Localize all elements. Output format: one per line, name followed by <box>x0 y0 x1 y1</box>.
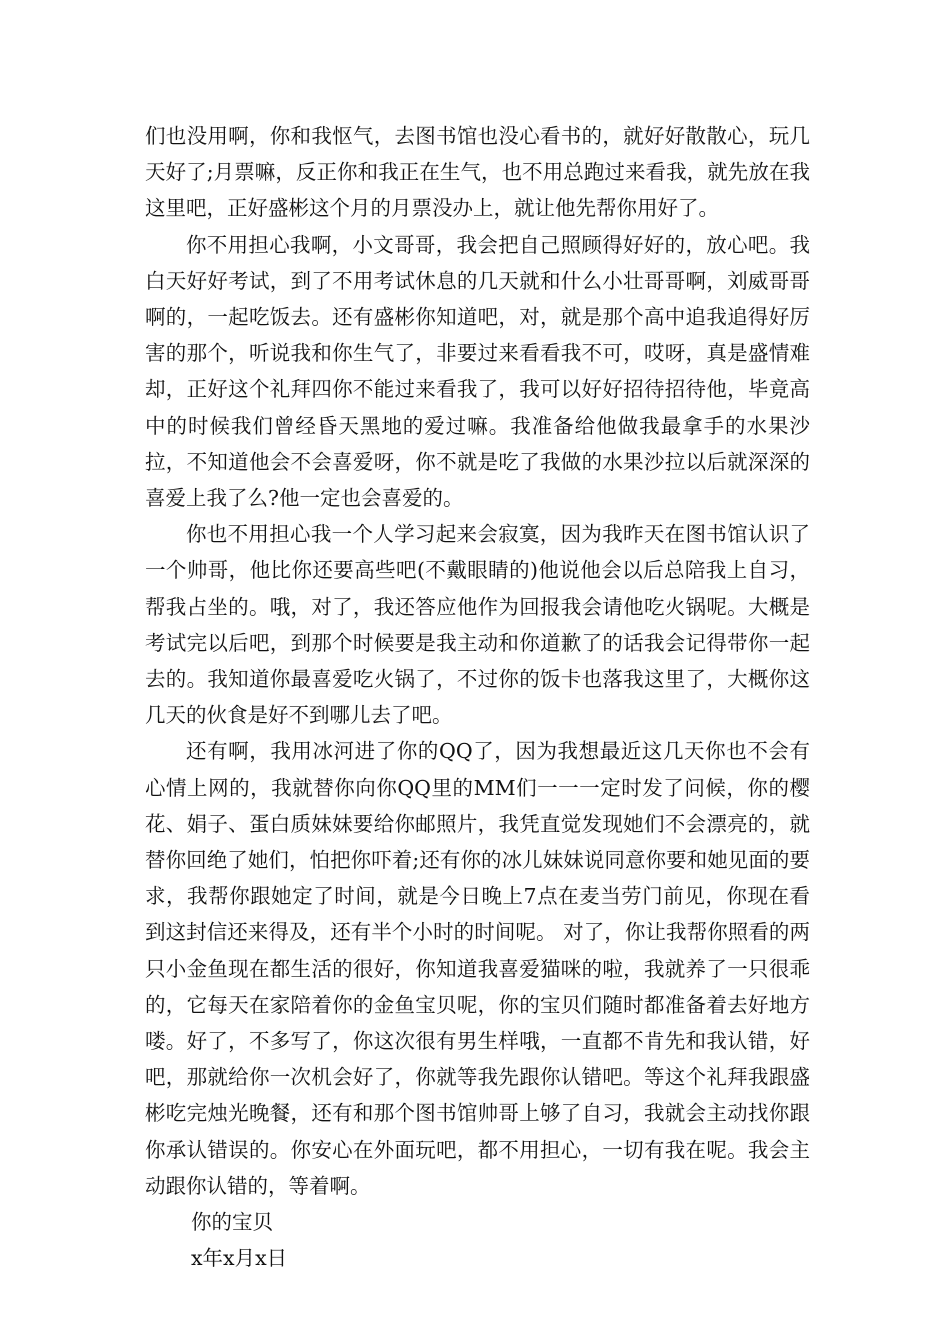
letter-paragraph-2: 你不用担心我啊，小文哥哥，我会把自己照顾得好好的，放心吧。我白天好好考试，到了不用考试休息的几天就和什么小壮哥哥啊，刘威哥哥啊的，一起吃饭去。还有盛彬你知道吧，对，就是那个高中追我追得好厉害的那个，听说我和你生气了，非要过来看看我不可，哎呀，真是盛情难却，正好这个礼拜四你不能过来看我了，我可以好好招待招待他，毕竟高中的时候我们曾经昏天黑地的爱过嘛。我准备给他做我最拿手的水果沙拉，不知道他会不会喜爱呀，你不就是吃了我做的水果沙拉以后就深深的喜爱上我了么?他一定也会喜爱的。 <box>145 232 810 511</box>
letter-paragraph-1: 们也没用啊，你和我怄气，去图书馆也没心看书的，就好好散散心，玩几天好了;月票嘛，反正你和我正在生气，也不用总跑过来看我，就先放在我这里吧，正好盛彬这个月的月票没办上，就让他先帮你用好了。 <box>145 124 810 221</box>
letter-paragraph-4: 还有啊，我用冰河进了你的QQ了，因为我想最近这几天你也不会有心情上网的，我就替你向你QQ里的MM们一一一定时发了问候，你的樱花、娟子、蛋白质妹妹要给你邮照片，我凭直觉发现她们不会漂亮的，就替你回绝了她们，怕把你吓着;还有你的冰儿妹妹说同意你要和她见面的要求，我帮你跟她定了时间，就是今日晚上7点在麦当劳门前见，你现在看到这封信还来得及，还有半个小时的时间呢。 对了，你让我帮你照看的两只小金鱼现在都生活的很好，你知道我喜爱猫咪的啦，我就养了一只很乖的，它每天在家陪着你的金鱼宝贝呢，你的宝贝们随时都准备着去好地方喽。好了，不多写了，你这次很有男生样哦，一直都不肯先和我认错，好吧，那就给你一次机会好了，你就等我先跟你认错吧。等这个礼拜我跟盛彬吃完烛光晚餐，还有和那个图书馆帅哥上够了自习，我就会主动找你跟你承认错误的。你安心在外面玩吧，都不用担心，一切有我在呢。我会主动跟你认错的，等着啊。 <box>145 739 810 1198</box>
letter-page <box>145 118 810 1277</box>
letter-signature: 你的宝贝 <box>191 1210 273 1235</box>
letter-date: x年x月x日 <box>191 1246 288 1271</box>
letter-paragraph-3: 你也不用担心我一个人学习起来会寂寞，因为我昨天在图书馆认识了一个帅哥，他比你还要高些吧(不戴眼睛的)他说他会以后总陪我上自习，帮我占坐的。哦，对了，我还答应他作为回报我会请他吃火锅呢。大概是考试完以后吧，到那个时候要是我主动和你道歉了的话我会记得带你一起去的。我知道你最喜爱吃火锅了，不过你的饭卡也落我这里了，大概你这几天的伙食是好不到哪儿去了吧。 <box>145 522 810 728</box>
